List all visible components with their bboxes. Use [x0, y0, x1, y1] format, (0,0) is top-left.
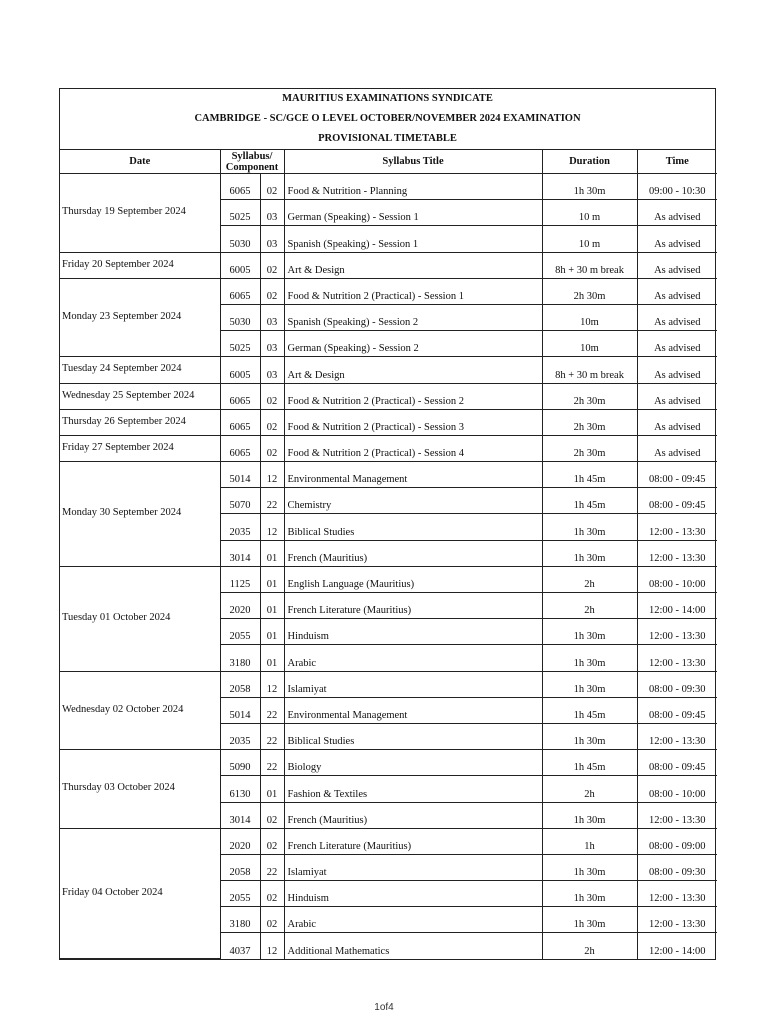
- table-row: [60, 174, 717, 200]
- duration: 1h 30m: [542, 619, 637, 645]
- exam-time: 09:00 - 10:30: [637, 174, 717, 200]
- component-code: 12: [260, 462, 284, 488]
- document-title: PROVISIONAL TIMETABLE: [318, 133, 457, 144]
- examination-title: CAMBRIDGE - SC/GCE O LEVEL OCTOBER/NOVEMBER 2024 EXAMINATION: [194, 113, 581, 124]
- component-code: 02: [260, 174, 284, 200]
- exam-time: 12:00 - 13:30: [637, 723, 717, 749]
- duration-column-header: Duration: [542, 150, 637, 174]
- exam-date: Wednesday 25 September 2024: [60, 383, 220, 409]
- duration: 1h 30m: [542, 881, 637, 907]
- syllabus-title: Hinduism: [284, 619, 542, 645]
- component-code: 02: [260, 802, 284, 828]
- organisation-title: MAURITIUS EXAMINATIONS SYNDICATE: [282, 93, 493, 104]
- duration: 1h 30m: [542, 671, 637, 697]
- syllabus-column-header: [220, 150, 284, 174]
- syllabus-code: 5014: [220, 697, 260, 723]
- syllabus-title: Spanish (Speaking) - Session 2: [284, 304, 542, 330]
- exam-time: As advised: [637, 331, 717, 357]
- duration: 10 m: [542, 200, 637, 226]
- component-code: 03: [260, 357, 284, 383]
- table-row: [60, 357, 717, 383]
- syllabus-code: 2055: [220, 619, 260, 645]
- exam-time: As advised: [637, 252, 717, 278]
- duration: 2h: [542, 593, 637, 619]
- duration: 2h 30m: [542, 383, 637, 409]
- duration: 10m: [542, 331, 637, 357]
- component-code: 02: [260, 409, 284, 435]
- duration: 1h 45m: [542, 697, 637, 723]
- syllabus-title: Hinduism: [284, 881, 542, 907]
- page-number: 1of4: [374, 1002, 394, 1013]
- exam-date: Friday 27 September 2024: [60, 435, 220, 461]
- syllabus-code: 2035: [220, 514, 260, 540]
- duration: 8h + 30 m break: [542, 252, 637, 278]
- exam-time: 08:00 - 09:00: [637, 828, 717, 854]
- component-code: 02: [260, 828, 284, 854]
- exam-date: Wednesday 02 October 2024: [60, 671, 220, 750]
- exam-time: 12:00 - 13:30: [637, 619, 717, 645]
- exam-time: 12:00 - 14:00: [637, 933, 717, 959]
- exam-time: 08:00 - 10:00: [637, 776, 717, 802]
- duration: 10m: [542, 304, 637, 330]
- exam-time: 12:00 - 13:30: [637, 802, 717, 828]
- table-header-row: [60, 150, 717, 174]
- table-row: [60, 462, 717, 488]
- table-row: [60, 828, 717, 854]
- component-code: 22: [260, 697, 284, 723]
- exam-time: 08:00 - 09:45: [637, 462, 717, 488]
- duration: 2h: [542, 776, 637, 802]
- exam-time: 08:00 - 09:30: [637, 854, 717, 880]
- duration: 1h 30m: [542, 540, 637, 566]
- exam-time: 08:00 - 09:45: [637, 697, 717, 723]
- duration: 1h 45m: [542, 488, 637, 514]
- syllabus-title: Arabic: [284, 907, 542, 933]
- title-column-header: Syllabus Title: [284, 150, 542, 174]
- syllabus-title: Chemistry: [284, 488, 542, 514]
- component-code: 12: [260, 671, 284, 697]
- duration: 1h 30m: [542, 723, 637, 749]
- exam-date: Thursday 03 October 2024: [60, 750, 220, 829]
- component-code: 01: [260, 593, 284, 619]
- component-code: 01: [260, 776, 284, 802]
- exam-date: Tuesday 24 September 2024: [60, 357, 220, 383]
- exam-time: As advised: [637, 383, 717, 409]
- duration: 1h 30m: [542, 907, 637, 933]
- duration: 2h: [542, 566, 637, 592]
- duration: 1h 30m: [542, 645, 637, 671]
- exam-time: As advised: [637, 435, 717, 461]
- title-block: [60, 89, 715, 150]
- exam-time: 08:00 - 10:00: [637, 566, 717, 592]
- syllabus-title: Islamiyat: [284, 854, 542, 880]
- syllabus-title: Fashion & Textiles: [284, 776, 542, 802]
- syllabus-title: Islamiyat: [284, 671, 542, 697]
- syllabus-code: 6130: [220, 776, 260, 802]
- syllabus-code: 5030: [220, 304, 260, 330]
- syllabus-code: 2058: [220, 671, 260, 697]
- component-code: 02: [260, 881, 284, 907]
- syllabus-title: French Literature (Mauritius): [284, 593, 542, 619]
- table-row: [60, 435, 717, 461]
- component-code: 03: [260, 200, 284, 226]
- component-code: 22: [260, 723, 284, 749]
- table-row: [60, 750, 717, 776]
- component-code: 01: [260, 619, 284, 645]
- syllabus-title: Spanish (Speaking) - Session 1: [284, 226, 542, 252]
- duration: 2h 30m: [542, 278, 637, 304]
- syllabus-title: Biology: [284, 750, 542, 776]
- syllabus-code: 2055: [220, 881, 260, 907]
- duration: 2h 30m: [542, 409, 637, 435]
- duration: 1h 30m: [542, 854, 637, 880]
- table-row: [60, 278, 717, 304]
- exam-date: Friday 20 September 2024: [60, 252, 220, 278]
- time-column-header: Time: [637, 150, 717, 174]
- syllabus-header-line2: Component: [225, 161, 279, 173]
- exam-date: Friday 04 October 2024: [60, 828, 220, 958]
- component-code: 03: [260, 226, 284, 252]
- syllabus-code: 6005: [220, 357, 260, 383]
- table-row: [60, 409, 717, 435]
- syllabus-title: German (Speaking) - Session 1: [284, 200, 542, 226]
- syllabus-code: 6065: [220, 435, 260, 461]
- syllabus-title: Environmental Management: [284, 462, 542, 488]
- syllabus-title: German (Speaking) - Session 2: [284, 331, 542, 357]
- component-code: 12: [260, 514, 284, 540]
- exam-time: 12:00 - 13:30: [637, 881, 717, 907]
- table-row: [60, 252, 717, 278]
- exam-time: 08:00 - 09:45: [637, 488, 717, 514]
- syllabus-code: 2035: [220, 723, 260, 749]
- exam-time: 08:00 - 09:45: [637, 750, 717, 776]
- duration: 2h 30m: [542, 435, 637, 461]
- syllabus-code: 3014: [220, 802, 260, 828]
- exam-time: 08:00 - 09:30: [637, 671, 717, 697]
- syllabus-title: Food & Nutrition - Planning: [284, 174, 542, 200]
- duration: 1h 45m: [542, 750, 637, 776]
- exam-date: Monday 30 September 2024: [60, 462, 220, 567]
- syllabus-title: Biblical Studies: [284, 723, 542, 749]
- syllabus-code: 5070: [220, 488, 260, 514]
- component-code: 03: [260, 331, 284, 357]
- syllabus-title: Arabic: [284, 645, 542, 671]
- component-code: 01: [260, 540, 284, 566]
- table-row: [60, 566, 717, 592]
- component-code: 01: [260, 645, 284, 671]
- syllabus-code: 3180: [220, 907, 260, 933]
- syllabus-code: 5030: [220, 226, 260, 252]
- component-code: 02: [260, 278, 284, 304]
- exam-time: As advised: [637, 278, 717, 304]
- component-code: 12: [260, 933, 284, 959]
- duration: 10 m: [542, 226, 637, 252]
- syllabus-title: Additional Mathematics: [284, 933, 542, 959]
- exam-time: As advised: [637, 304, 717, 330]
- syllabus-code: 3180: [220, 645, 260, 671]
- syllabus-code: 5025: [220, 200, 260, 226]
- syllabus-header-line1: Syllabus/: [231, 150, 273, 162]
- exam-time: 12:00 - 13:30: [637, 514, 717, 540]
- date-column-header: Date: [60, 150, 220, 174]
- syllabus-code: 5014: [220, 462, 260, 488]
- exam-date: Thursday 26 September 2024: [60, 409, 220, 435]
- exam-time: 12:00 - 13:30: [637, 645, 717, 671]
- syllabus-title: French (Mauritius): [284, 802, 542, 828]
- syllabus-code: 6065: [220, 278, 260, 304]
- timetable-sheet: [59, 88, 716, 960]
- component-code: 22: [260, 854, 284, 880]
- syllabus-code: 6065: [220, 409, 260, 435]
- syllabus-title: Food & Nutrition 2 (Practical) - Session 4: [284, 435, 542, 461]
- exam-time: 12:00 - 13:30: [637, 907, 717, 933]
- syllabus-title: French (Mauritius): [284, 540, 542, 566]
- component-code: 03: [260, 304, 284, 330]
- table-body: [60, 174, 717, 959]
- exam-time: As advised: [637, 409, 717, 435]
- syllabus-code: 4037: [220, 933, 260, 959]
- syllabus-title: English Language (Mauritius): [284, 566, 542, 592]
- syllabus-code: 5090: [220, 750, 260, 776]
- duration: 1h 30m: [542, 514, 637, 540]
- duration: 2h: [542, 933, 637, 959]
- syllabus-code: 2020: [220, 828, 260, 854]
- syllabus-title: Food & Nutrition 2 (Practical) - Session 2: [284, 383, 542, 409]
- duration: 1h 30m: [542, 802, 637, 828]
- syllabus-code: 3014: [220, 540, 260, 566]
- syllabus-code: 5025: [220, 331, 260, 357]
- syllabus-code: 2058: [220, 854, 260, 880]
- exam-time: As advised: [637, 226, 717, 252]
- duration: 8h + 30 m break: [542, 357, 637, 383]
- component-code: 02: [260, 907, 284, 933]
- duration: 1h 45m: [542, 462, 637, 488]
- exam-time: 12:00 - 13:30: [637, 540, 717, 566]
- syllabus-title: Environmental Management: [284, 697, 542, 723]
- component-code: 02: [260, 252, 284, 278]
- component-code: 02: [260, 383, 284, 409]
- syllabus-title: Art & Design: [284, 252, 542, 278]
- exam-time: 12:00 - 14:00: [637, 593, 717, 619]
- component-code: 22: [260, 488, 284, 514]
- component-code: 01: [260, 566, 284, 592]
- timetable-table: [60, 150, 717, 959]
- duration: 1h: [542, 828, 637, 854]
- exam-date: Thursday 19 September 2024: [60, 174, 220, 253]
- table-row: [60, 383, 717, 409]
- exam-time: As advised: [637, 200, 717, 226]
- exam-time: As advised: [637, 357, 717, 383]
- syllabus-code: 1125: [220, 566, 260, 592]
- syllabus-title: Biblical Studies: [284, 514, 542, 540]
- syllabus-title: Food & Nutrition 2 (Practical) - Session 1: [284, 278, 542, 304]
- syllabus-code: 6005: [220, 252, 260, 278]
- exam-date: Tuesday 01 October 2024: [60, 566, 220, 671]
- duration: 1h 30m: [542, 174, 637, 200]
- syllabus-code: 2020: [220, 593, 260, 619]
- exam-date: Monday 23 September 2024: [60, 278, 220, 357]
- component-code: 22: [260, 750, 284, 776]
- component-code: 02: [260, 435, 284, 461]
- syllabus-code: 6065: [220, 383, 260, 409]
- syllabus-title: Art & Design: [284, 357, 542, 383]
- syllabus-title: French Literature (Mauritius): [284, 828, 542, 854]
- syllabus-title: Food & Nutrition 2 (Practical) - Session 3: [284, 409, 542, 435]
- table-row: [60, 671, 717, 697]
- syllabus-code: 6065: [220, 174, 260, 200]
